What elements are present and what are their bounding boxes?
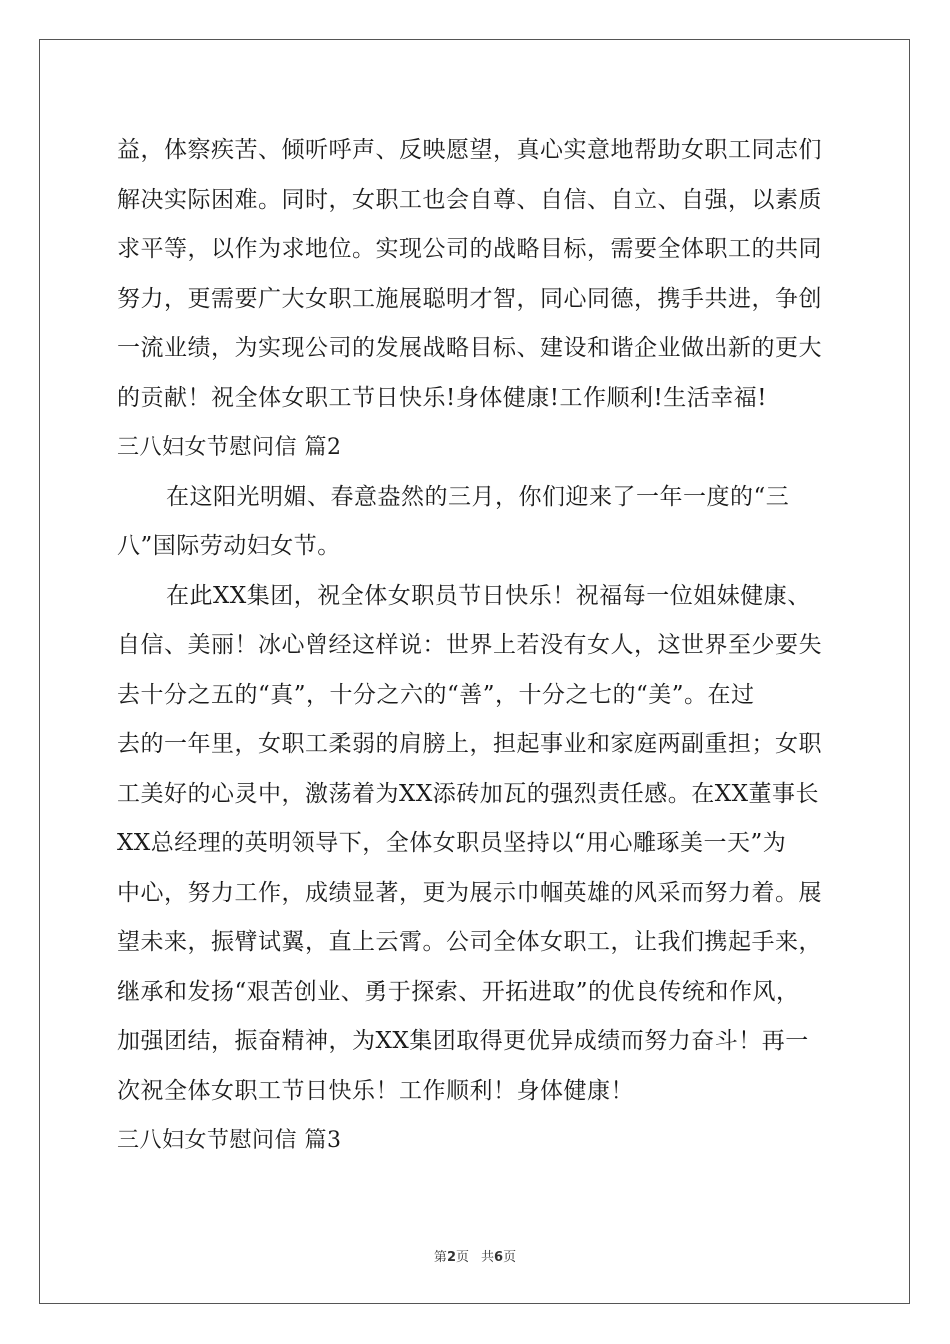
text-line: 望未来，振臂试翼，直上云霄。公司全体女职工，让我们携起手来， (117, 929, 822, 955)
document-body (117, 126, 837, 1166)
text-line: 的贡献！祝全体女职工节日快乐!身体健康!工作顺利!生活幸福! (117, 384, 767, 411)
section-heading: 三八妇女节慰问信 篇2 (117, 435, 342, 460)
text-line: 继承和发扬“艰苦创业、勇于探索、开拓进取”的优良传统和作风， (117, 978, 800, 1005)
total-prefix: 共 (481, 1250, 495, 1265)
text-line: 去的一年里，女职工柔弱的肩膀上，担起事业和家庭两副重担；女职 (117, 731, 822, 757)
page-footer (0, 1246, 950, 1265)
text-line: 去十分之五的“真”，十分之六的“善”，十分之七的“美”。在过 (117, 681, 755, 708)
paragraph-first-line: 在这阳光明媚、春意盎然的三月，你们迎来了一年一度的“三 (166, 483, 790, 510)
page-suffix: 页 (455, 1250, 469, 1265)
text-line: 次祝全体女职工节日快乐！工作顺利！身体健康！ (117, 1077, 634, 1104)
section-heading: 三八妇女节慰问信 篇3 (117, 1128, 342, 1153)
text-line: 努力，更需要广大女职工施展聪明才智，同心同德，携手共进，争创 (117, 285, 822, 312)
text-line: 中心，努力工作，成绩显著，更为展示巾帼英雄的风采而努力着。展 (117, 879, 822, 906)
text-line: 八”国际劳动妇女节。 (117, 533, 341, 559)
text-line: XX总经理的英明领导下，全体女职员坚持以“用心雕琢美一天”为 (117, 830, 787, 856)
text-line: 一流业绩，为实现公司的发展战略目标、建设和谐企业做出新的更大 (117, 335, 822, 361)
text-line: 自信、美丽！冰心曾经这样说：世界上若没有女人，这世界至少要失 (117, 632, 822, 658)
text-line: 益，体察疾苦、倾听呼声、反映愿望，真心实意地帮助女职工同志们 (117, 137, 822, 163)
text-line: 求平等，以作为求地位。实现公司的战略目标，需要全体职工的共同 (117, 236, 822, 262)
total-suffix: 页 (503, 1250, 517, 1265)
text-line: 加强团结，振奋精神，为XX集团取得更优异成绩而努力奋斗！再一 (117, 1028, 809, 1054)
total-pages: 6 (494, 1250, 504, 1265)
paragraph-first-line: 在此XX集团，祝全体女职员节日快乐！祝福每一位姐妹健康、 (166, 582, 811, 609)
text-line: 解决实际困难。同时，女职工也会自尊、自信、自立、自强，以素质 (117, 186, 822, 213)
text-line: 工美好的心灵中，激荡着为XX添砖加瓦的强烈责任感。在XX董事长 (117, 780, 819, 807)
page-number: 2 (446, 1250, 456, 1265)
page-prefix: 第 (433, 1250, 447, 1265)
